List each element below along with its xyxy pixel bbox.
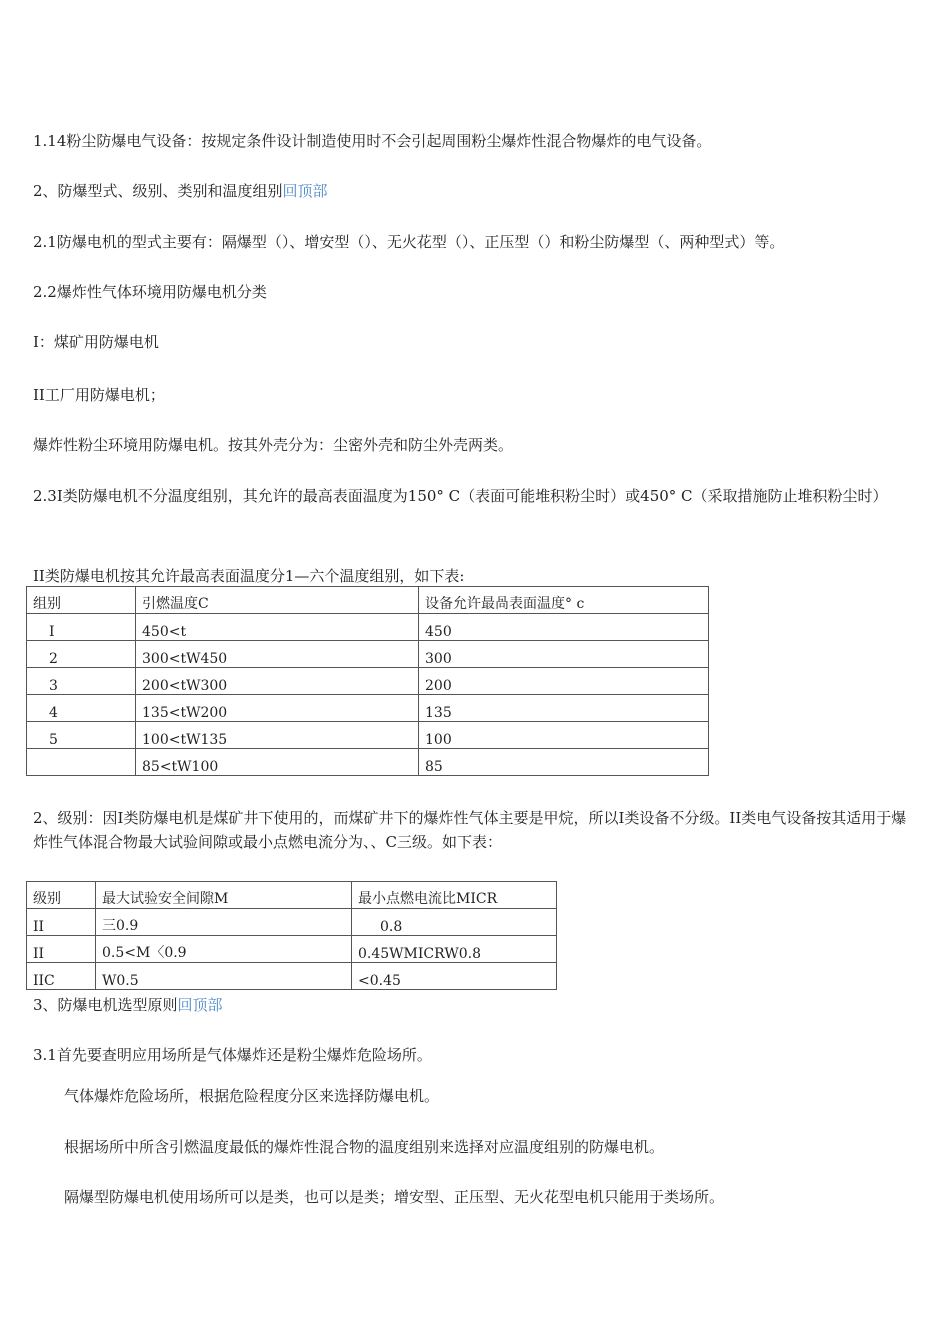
section-3-title: 3、防爆电机选型原则 xyxy=(33,996,178,1014)
paragraph-temp-group: 根据场所中所含引燃温度最低的爆炸性混合物的温度组别来选择对应温度组别的防爆电机。 xyxy=(64,1138,665,1156)
table-row xyxy=(27,936,557,963)
gas-group-table xyxy=(26,881,557,990)
table-cell: 85 xyxy=(419,749,709,776)
paragraph-gas-hazard: 气体爆炸危险场所，根据危险程度分区来选择防爆电机。 xyxy=(64,1087,440,1105)
paragraph-3-1: 3.1首先要查明应用场所是气体爆炸还是粉尘爆炸危险场所。 xyxy=(33,1046,432,1064)
table-cell: 3 xyxy=(27,668,136,695)
table-cell: IIC xyxy=(27,963,96,990)
table-row xyxy=(27,749,709,776)
table-header-cell: 最小点燃电流比MICR xyxy=(352,882,557,909)
table-cell: 5 xyxy=(27,722,136,749)
table-row xyxy=(27,722,709,749)
table-header-row xyxy=(27,882,557,909)
table-row xyxy=(27,695,709,722)
table-cell: 0.5<M〈0.9 xyxy=(96,936,352,963)
table-row xyxy=(27,668,709,695)
paragraph-dust-motor: 爆炸性粉尘环境用防爆电机。按其外壳分为：尘密外壳和防尘外壳两类。 xyxy=(33,436,514,454)
section-2-title: 2、防爆型式、级别、类别和温度组别 xyxy=(33,182,283,200)
table-header-cell: 最大试验安全间隙M xyxy=(96,882,352,909)
table-cell: 450<t xyxy=(136,614,419,641)
table-row xyxy=(27,963,557,990)
back-to-top-link[interactable]: 回顶部 xyxy=(282,182,328,200)
table-cell: 100 xyxy=(419,722,709,749)
table-row xyxy=(27,614,709,641)
paragraph-2-2: 2.2爆炸性气体环境用防爆电机分类 xyxy=(33,283,267,301)
table-header-cell: 设备允许最咼表面温度° c xyxy=(419,587,709,614)
table-cell: 0.8 xyxy=(352,909,557,936)
paragraph-class-I: I：煤矿用防爆电机 xyxy=(33,333,159,351)
paragraph-2-3: 2.3I类防爆电机不分温度组别，其允许的最高表面温度为150° C（表面可能堆积粉尘时）或450° C（采取措施防止堆积粉尘时） xyxy=(33,487,888,505)
table-cell: II xyxy=(27,909,96,936)
table-cell: 135<tW200 xyxy=(136,695,419,722)
table-cell: II xyxy=(27,936,96,963)
table-cell: 2 xyxy=(27,641,136,668)
table-cell: 450 xyxy=(419,614,709,641)
table-cell: 300<tW450 xyxy=(136,641,419,668)
paragraph-2-1: 2.1防爆电机的型式主要有：隔爆型（）、增安型（）、无火花型（）、正压型（）和粉尘防爆型（、两种型式）等。 xyxy=(33,233,785,251)
table1-intro: II类防爆电机按其允许最高表面温度分1—六个温度组别，如下表: xyxy=(33,567,465,585)
table-cell: 300 xyxy=(419,641,709,668)
table-cell: 0.45WMICRW0.8 xyxy=(352,936,557,963)
table-cell: 4 xyxy=(27,695,136,722)
table-cell: 135 xyxy=(419,695,709,722)
table-cell: 三0.9 xyxy=(96,909,352,936)
table-row xyxy=(27,909,557,936)
section-3-heading xyxy=(33,993,223,1017)
table-header-cell: 引燃温度C xyxy=(136,587,419,614)
table-cell: W0.5 xyxy=(96,963,352,990)
paragraph-level: 2、级别：因I类防爆电机是煤矿井下使用的，而煤矿井下的爆炸性气体主要是甲烷，所以I类设备不分级。II类电气设备按其适用于爆炸性气体混合物最大试验间隙或最小点燃电流分为、、C三级。如下表： xyxy=(33,809,907,851)
table-header-row xyxy=(27,587,709,614)
paragraph-class-II: II工厂用防爆电机； xyxy=(33,386,165,404)
table-cell: 100<tW135 xyxy=(136,722,419,749)
table-cell xyxy=(27,749,136,776)
section-2-heading xyxy=(33,179,328,203)
table-cell: 85<tW100 xyxy=(136,749,419,776)
temperature-group-table xyxy=(26,586,709,776)
table-header-cell: 级别 xyxy=(27,882,96,909)
paragraph-flameproof: 隔爆型防爆电机使用场所可以是类，也可以是类；增安型、正压型、无火花型电机只能用于类场所。 xyxy=(64,1188,725,1206)
table-header-cell: 组别 xyxy=(27,587,136,614)
back-to-top-link[interactable]: 回顶部 xyxy=(177,996,223,1014)
paragraph-1-14: 1.14粉尘防爆电气设备：按规定条件设计制造使用时不会引起周围粉尘爆炸性混合物爆炸的电气设备。 xyxy=(33,132,712,150)
table-cell: I xyxy=(27,614,136,641)
table-cell: 200 xyxy=(419,668,709,695)
table-cell: <0.45 xyxy=(352,963,557,990)
table-row xyxy=(27,641,709,668)
table-cell: 200<tW300 xyxy=(136,668,419,695)
